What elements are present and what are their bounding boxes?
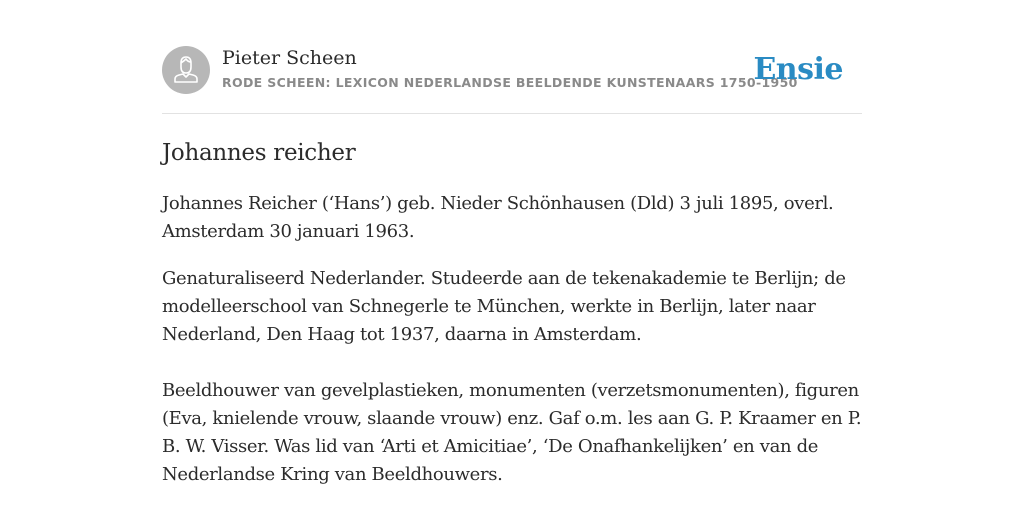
- article-paragraph: Beeldhouwer van gevelplastieken, monumenten (verzetsmonumenten), figuren (Eva, knielende vrouw, slaande vrouw) enz. Gaf o.m. les aan G. P. Kraamer en P. B. W. Visser. Was lid van ‘Arti et Amicitiae’, ‘De Onafhankelijken’ en van de Nederlandse Kring van Beeldhouwers.: [162, 380, 862, 485]
- article-header: [162, 46, 862, 114]
- user-avatar-icon: [162, 46, 210, 94]
- page-title: Johannes reicher: [162, 140, 356, 166]
- author-name[interactable]: Pieter Scheen: [222, 47, 357, 69]
- article-paragraph: Genaturaliseerd Nederlander. Studeerde aan de tekenakademie te Berlijn; de modelleerschool van Schnegerle te München, werkte in Berlijn, later naar Nederland, Den Haag tot 1937, daarna in Amsterdam.: [162, 268, 846, 345]
- ensie-logo[interactable]: Ensie: [753, 52, 843, 87]
- article-content: [162, 138, 862, 489]
- article-paragraph: Johannes Reicher (‘Hans’) geb. Nieder Schönhausen (Dld) 3 juli 1895, overl. Amsterdam 30 januari 1963.: [162, 193, 834, 242]
- source-title[interactable]: RODE SCHEEN: LEXICON NEDERLANDSE BEELDENDE KUNSTENAARS 1750-1950: [222, 75, 798, 90]
- author-avatar[interactable]: [162, 46, 210, 94]
